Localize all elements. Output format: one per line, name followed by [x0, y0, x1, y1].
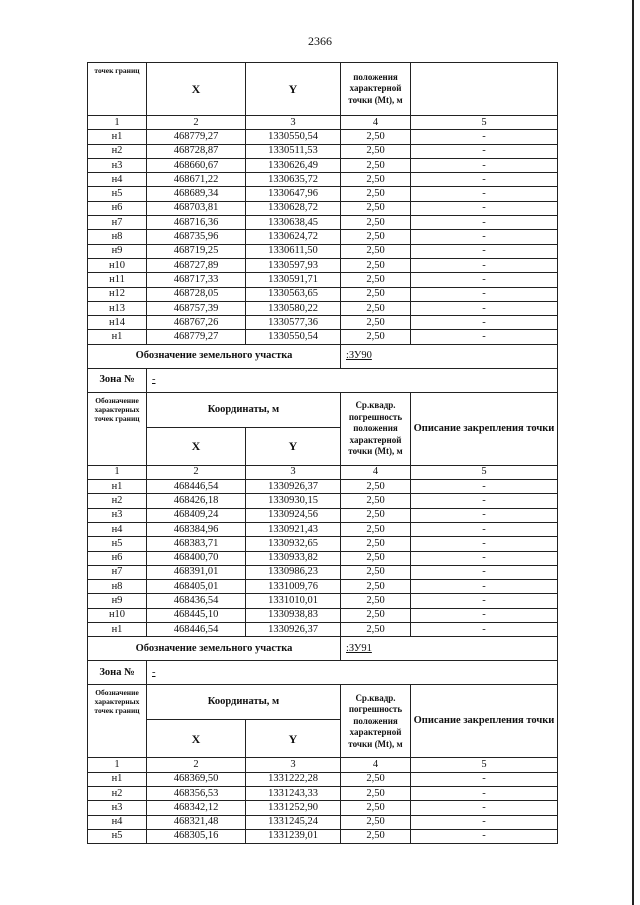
table-row — [88, 772, 558, 786]
table-row — [88, 187, 558, 201]
column-number: 5 — [411, 758, 558, 772]
error-value: 2,50 — [341, 608, 411, 622]
y-value: 1330563,65 — [246, 287, 341, 301]
table-row — [88, 201, 558, 215]
point-id: н6 — [88, 201, 147, 215]
table-row — [88, 580, 558, 594]
point-id: н1 — [88, 130, 147, 144]
point-id: н5 — [88, 187, 147, 201]
error-value: 2,50 — [341, 330, 411, 344]
error-value: 2,50 — [341, 594, 411, 608]
y-value: 1330926,37 — [246, 480, 341, 494]
point-id: н2 — [88, 144, 147, 158]
x-value: 468356,53 — [147, 786, 246, 800]
point-id: н14 — [88, 316, 147, 330]
table-row — [88, 144, 558, 158]
y-header: Y — [246, 427, 341, 465]
x-value: 468728,87 — [147, 144, 246, 158]
x-value: 468779,27 — [147, 330, 246, 344]
description-value: - — [411, 330, 558, 344]
parcel-row — [88, 637, 558, 661]
error-value: 2,50 — [341, 244, 411, 258]
parcel-id: :ЗУ90 — [341, 344, 558, 368]
table-row — [88, 494, 558, 508]
col1-header: точек границ — [88, 63, 147, 116]
column-number: 1 — [88, 465, 147, 479]
column-number: 2 — [147, 758, 246, 772]
column-number: 1 — [88, 116, 147, 130]
x-value: 468779,27 — [147, 130, 246, 144]
y-value: 1330550,54 — [246, 330, 341, 344]
y-value: 1331239,01 — [246, 829, 341, 843]
point-id: н3 — [88, 158, 147, 172]
table-row — [88, 130, 558, 144]
error-value: 2,50 — [341, 494, 411, 508]
description-value: - — [411, 301, 558, 315]
description-value: - — [411, 187, 558, 201]
y-value: 1331243,33 — [246, 786, 341, 800]
y-value: 1330921,43 — [246, 522, 341, 536]
description-value: - — [411, 494, 558, 508]
zone-row — [88, 368, 558, 392]
x-value: 468717,33 — [147, 273, 246, 287]
point-id: н4 — [88, 522, 147, 536]
col1-header: Обозначение характерных точек границ — [88, 685, 147, 758]
description-value: - — [411, 130, 558, 144]
x-value: 468703,81 — [147, 201, 246, 215]
description-value: - — [411, 258, 558, 272]
error-value: 2,50 — [341, 316, 411, 330]
x-value: 468384,96 — [147, 522, 246, 536]
error-value: 2,50 — [341, 537, 411, 551]
x-value: 468716,36 — [147, 216, 246, 230]
point-id: н9 — [88, 594, 147, 608]
x-value: 468342,12 — [147, 801, 246, 815]
zone-value: - — [147, 368, 558, 392]
point-id: н3 — [88, 801, 147, 815]
x-value: 468671,22 — [147, 173, 246, 187]
column-number: 5 — [411, 465, 558, 479]
description-value: - — [411, 594, 558, 608]
coordinates-header: Координаты, м — [147, 685, 341, 720]
zone-label: Зона № — [88, 368, 147, 392]
description-value: - — [411, 801, 558, 815]
error-header: Ср.квадр. погрешность положения характерной точки (Mt), м — [341, 392, 411, 465]
error-value: 2,50 — [341, 829, 411, 843]
y-value: 1330986,23 — [246, 565, 341, 579]
point-id: н12 — [88, 287, 147, 301]
error-value: 2,50 — [341, 480, 411, 494]
y-value: 1330591,71 — [246, 273, 341, 287]
error-value: 2,50 — [341, 287, 411, 301]
error-value: 2,50 — [341, 130, 411, 144]
description-value: - — [411, 273, 558, 287]
description-value: - — [411, 786, 558, 800]
error-value: 2,50 — [341, 551, 411, 565]
description-value: - — [411, 144, 558, 158]
column-number: 3 — [246, 465, 341, 479]
table-row — [88, 551, 558, 565]
y-value: 1331010,01 — [246, 594, 341, 608]
description-value: - — [411, 480, 558, 494]
description-value: - — [411, 829, 558, 843]
error-value: 2,50 — [341, 815, 411, 829]
description-value: - — [411, 522, 558, 536]
x-value: 468767,26 — [147, 316, 246, 330]
x-value: 468446,54 — [147, 480, 246, 494]
column-number: 4 — [341, 758, 411, 772]
y-value: 1330933,82 — [246, 551, 341, 565]
x-value: 468728,05 — [147, 287, 246, 301]
point-id: н13 — [88, 301, 147, 315]
y-value: 1330638,45 — [246, 216, 341, 230]
column-number: 3 — [246, 758, 341, 772]
table-row — [88, 173, 558, 187]
x-value: 468405,01 — [147, 580, 246, 594]
point-id: н10 — [88, 608, 147, 622]
y-value: 1330626,49 — [246, 158, 341, 172]
x-value: 468383,71 — [147, 537, 246, 551]
description-value: - — [411, 158, 558, 172]
y-header: Y — [246, 63, 341, 116]
x-value: 468305,16 — [147, 829, 246, 843]
point-id: н10 — [88, 258, 147, 272]
header-row-continued — [88, 63, 558, 116]
point-id: н5 — [88, 829, 147, 843]
column-number-row — [88, 465, 558, 479]
y-value: 1330550,54 — [246, 130, 341, 144]
zone-row — [88, 661, 558, 685]
error-value: 2,50 — [341, 158, 411, 172]
x-value: 468660,67 — [147, 158, 246, 172]
x-value: 468757,39 — [147, 301, 246, 315]
parcel-row — [88, 344, 558, 368]
error-value: 2,50 — [341, 508, 411, 522]
y-value: 1330577,36 — [246, 316, 341, 330]
x-value: 468426,18 — [147, 494, 246, 508]
col1-header: Обозначение характерных точек границ — [88, 392, 147, 465]
description-value: - — [411, 230, 558, 244]
point-id: н7 — [88, 216, 147, 230]
y-value: 1330580,22 — [246, 301, 341, 315]
x-value: 468391,01 — [147, 565, 246, 579]
x-value: 468689,34 — [147, 187, 246, 201]
y-header: Y — [246, 720, 341, 758]
description-value: - — [411, 608, 558, 622]
table-row — [88, 480, 558, 494]
table-row — [88, 301, 558, 315]
error-value: 2,50 — [341, 580, 411, 594]
x-value: 468727,89 — [147, 258, 246, 272]
point-id: н2 — [88, 494, 147, 508]
description-value: - — [411, 287, 558, 301]
x-value: 468446,54 — [147, 623, 246, 637]
column-number: 5 — [411, 116, 558, 130]
table-row — [88, 508, 558, 522]
y-value: 1330511,53 — [246, 144, 341, 158]
description-value: - — [411, 216, 558, 230]
error-value: 2,50 — [341, 772, 411, 786]
point-id: н6 — [88, 551, 147, 565]
x-header: X — [147, 63, 246, 116]
coordinates-table — [87, 62, 558, 844]
x-header: X — [147, 427, 246, 465]
point-id: н8 — [88, 230, 147, 244]
description-value: - — [411, 201, 558, 215]
column-number: 4 — [341, 116, 411, 130]
description-value: - — [411, 244, 558, 258]
x-value: 468445,10 — [147, 608, 246, 622]
description-header — [411, 63, 558, 116]
error-value: 2,50 — [341, 144, 411, 158]
table-row — [88, 537, 558, 551]
description-header: Описание закрепления точки — [411, 685, 558, 758]
y-value: 1330938,83 — [246, 608, 341, 622]
description-value: - — [411, 173, 558, 187]
table-row — [88, 608, 558, 622]
table-row — [88, 244, 558, 258]
error-value: 2,50 — [341, 258, 411, 272]
y-value: 1330926,37 — [246, 623, 341, 637]
x-value: 468735,96 — [147, 230, 246, 244]
table-row — [88, 273, 558, 287]
description-value: - — [411, 565, 558, 579]
error-value: 2,50 — [341, 623, 411, 637]
error-value: 2,50 — [341, 273, 411, 287]
point-id: н5 — [88, 537, 147, 551]
description-value: - — [411, 580, 558, 594]
point-id: н1 — [88, 330, 147, 344]
point-id: н11 — [88, 273, 147, 287]
error-value: 2,50 — [341, 301, 411, 315]
y-value: 1330924,56 — [246, 508, 341, 522]
x-header: X — [147, 720, 246, 758]
y-value: 1330624,72 — [246, 230, 341, 244]
page-number: 2366 — [308, 34, 332, 48]
point-id: н2 — [88, 786, 147, 800]
parcel-label: Обозначение земельного участка — [88, 344, 341, 368]
table-row — [88, 330, 558, 344]
x-value: 468436,54 — [147, 594, 246, 608]
point-id: н7 — [88, 565, 147, 579]
y-value: 1331252,90 — [246, 801, 341, 815]
column-number: 3 — [246, 116, 341, 130]
y-value: 1330647,96 — [246, 187, 341, 201]
table-row — [88, 565, 558, 579]
point-id: н1 — [88, 772, 147, 786]
error-value: 2,50 — [341, 786, 411, 800]
table-row — [88, 258, 558, 272]
point-id: н1 — [88, 623, 147, 637]
x-value: 468409,24 — [147, 508, 246, 522]
point-id: н1 — [88, 480, 147, 494]
x-value: 468321,48 — [147, 815, 246, 829]
y-value: 1330628,72 — [246, 201, 341, 215]
description-value: - — [411, 316, 558, 330]
error-value: 2,50 — [341, 216, 411, 230]
x-value: 468400,70 — [147, 551, 246, 565]
description-value: - — [411, 772, 558, 786]
x-value: 468719,25 — [147, 244, 246, 258]
parcel-label: Обозначение земельного участка — [88, 637, 341, 661]
y-value: 1331245,24 — [246, 815, 341, 829]
y-value: 1330932,65 — [246, 537, 341, 551]
column-number: 2 — [147, 465, 246, 479]
column-number-row — [88, 758, 558, 772]
column-number: 1 — [88, 758, 147, 772]
header-row — [88, 392, 558, 427]
header-row — [88, 685, 558, 720]
description-value: - — [411, 508, 558, 522]
column-number-row — [88, 116, 558, 130]
table-row — [88, 623, 558, 637]
point-id: н3 — [88, 508, 147, 522]
table-row — [88, 287, 558, 301]
error-value: 2,50 — [341, 230, 411, 244]
point-id: н8 — [88, 580, 147, 594]
table-row — [88, 786, 558, 800]
zone-value: - — [147, 661, 558, 685]
y-value: 1330597,93 — [246, 258, 341, 272]
table-row — [88, 216, 558, 230]
error-header: положения характерной точки (Mt), м — [341, 63, 411, 116]
table-row — [88, 230, 558, 244]
table-row — [88, 829, 558, 843]
error-header: Ср.квадр. погрешность положения характерной точки (Mt), м — [341, 685, 411, 758]
table-row — [88, 316, 558, 330]
table-row — [88, 801, 558, 815]
description-value: - — [411, 551, 558, 565]
column-number: 2 — [147, 116, 246, 130]
table-row — [88, 815, 558, 829]
parcel-id: :ЗУ91 — [341, 637, 558, 661]
table-row — [88, 158, 558, 172]
zone-label: Зона № — [88, 661, 147, 685]
description-value: - — [411, 815, 558, 829]
point-id: н9 — [88, 244, 147, 258]
scan-edge — [632, 0, 634, 905]
error-value: 2,50 — [341, 201, 411, 215]
y-value: 1330611,50 — [246, 244, 341, 258]
error-value: 2,50 — [341, 565, 411, 579]
x-value: 468369,50 — [147, 772, 246, 786]
y-value: 1330930,15 — [246, 494, 341, 508]
table-row — [88, 594, 558, 608]
description-value: - — [411, 623, 558, 637]
description-value: - — [411, 537, 558, 551]
y-value: 1331222,28 — [246, 772, 341, 786]
table-row — [88, 522, 558, 536]
column-number: 4 — [341, 465, 411, 479]
point-id: н4 — [88, 815, 147, 829]
description-header: Описание закрепления точки — [411, 392, 558, 465]
point-id: н4 — [88, 173, 147, 187]
error-value: 2,50 — [341, 801, 411, 815]
error-value: 2,50 — [341, 187, 411, 201]
error-value: 2,50 — [341, 522, 411, 536]
coordinates-header: Координаты, м — [147, 392, 341, 427]
error-value: 2,50 — [341, 173, 411, 187]
y-value: 1330635,72 — [246, 173, 341, 187]
y-value: 1331009,76 — [246, 580, 341, 594]
